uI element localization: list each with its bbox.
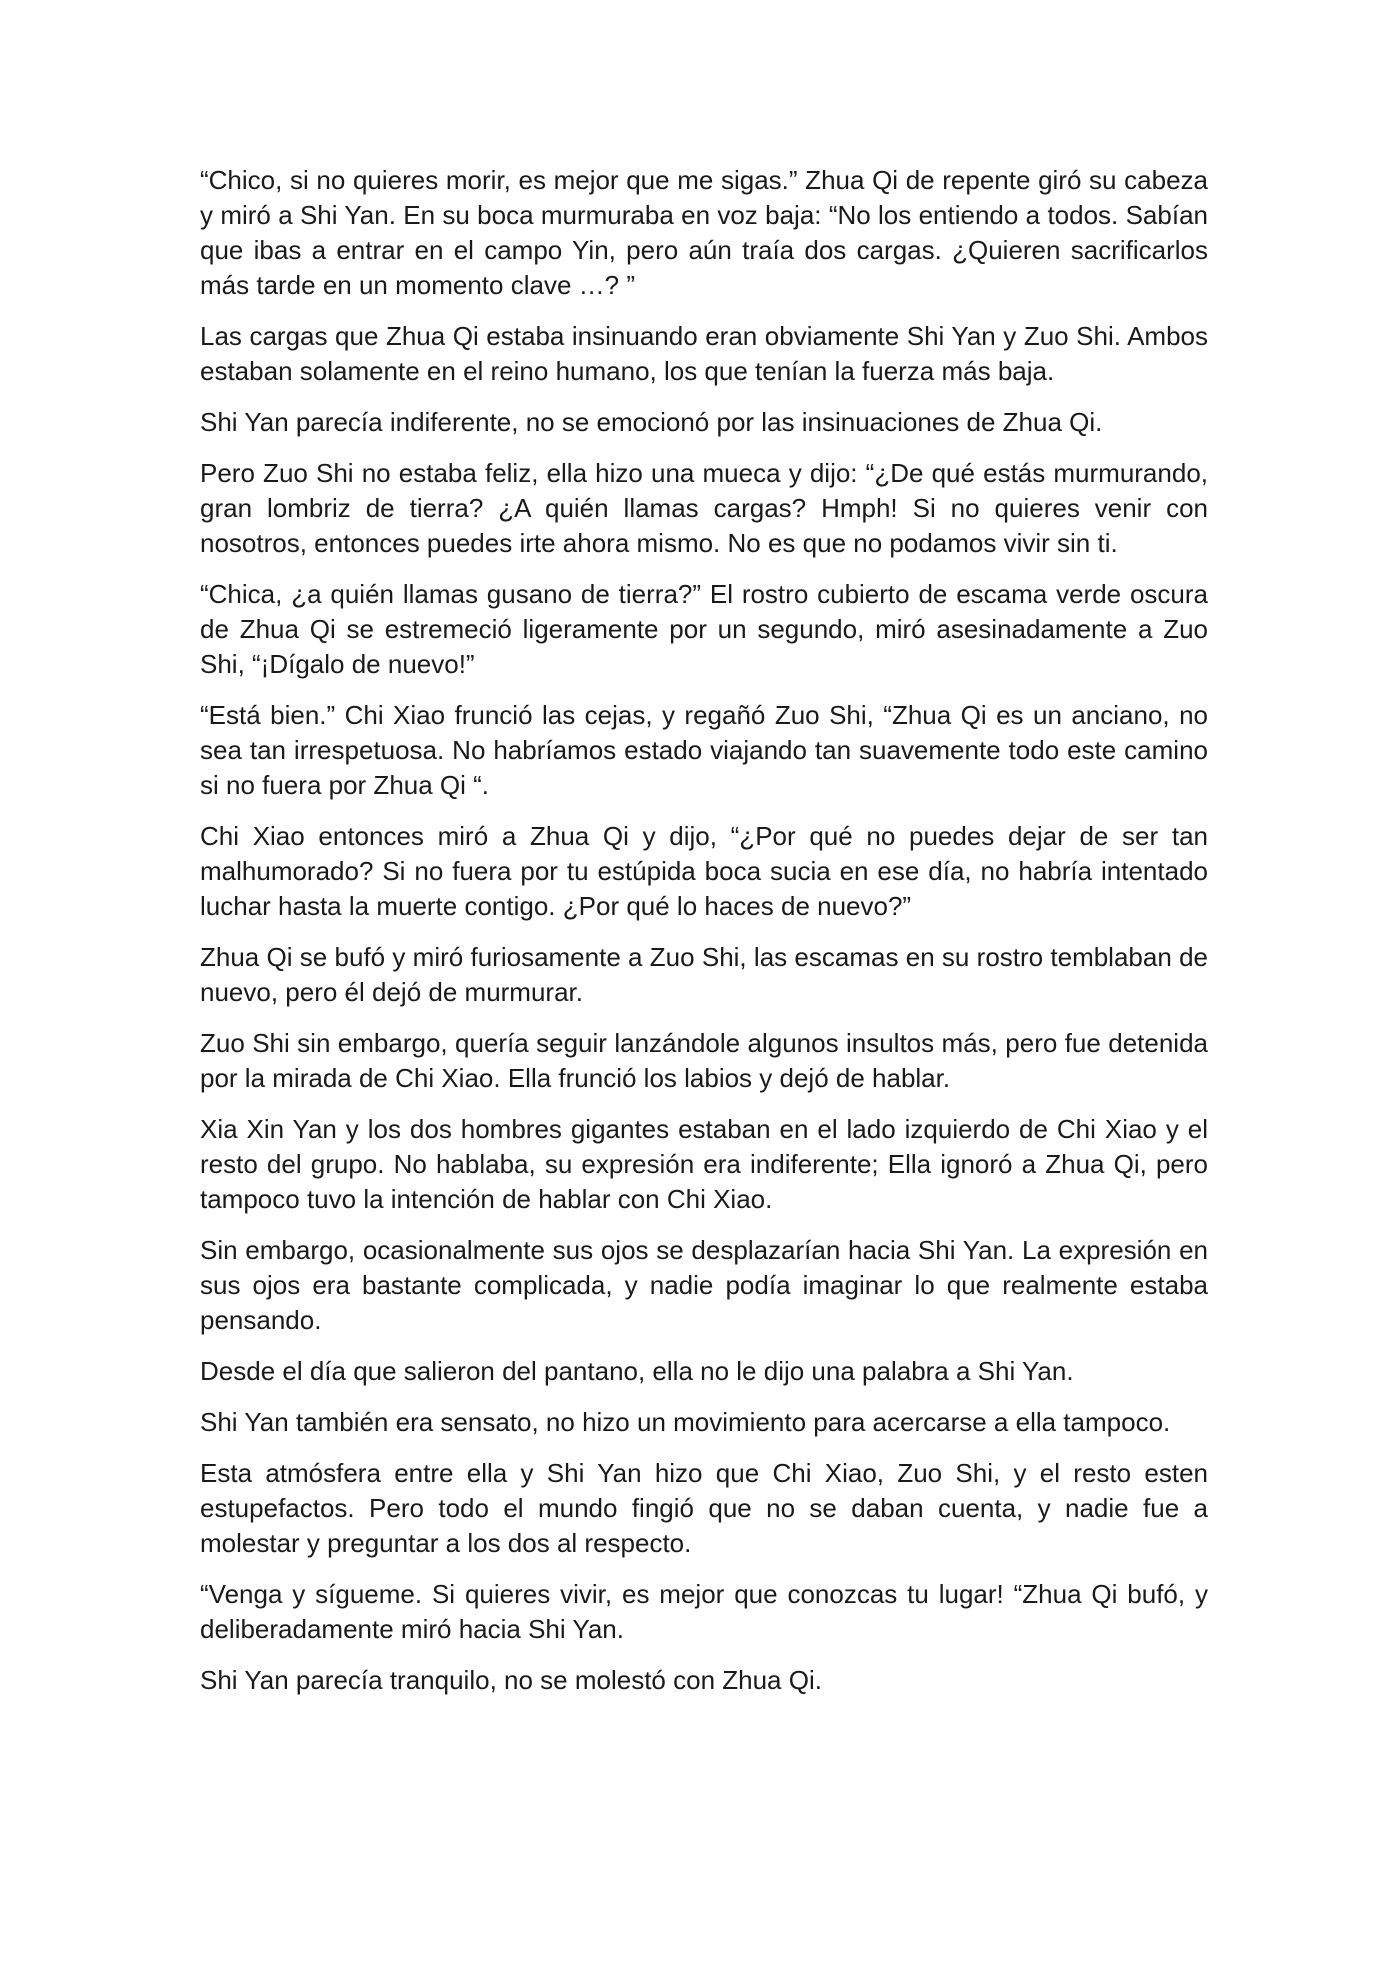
paragraph: Xia Xin Yan y los dos hombres gigantes estaban en el lado izquierdo de Chi Xiao y el resto del grupo. No hablaba, su expresión era indiferente; Ella ignoró a Zhua Qi, pero tampoco tuvo la intención de hablar con Chi Xiao.: [200, 1114, 1208, 1214]
paragraph: “Chica, ¿a quién llamas gusano de tierra?” El rostro cubierto de escama verde oscura de Zhua Qi se estremeció ligeramente por un segundo, miró asesinadamente a Zuo Shi, “¡Dígalo de nuevo!”: [200, 579, 1208, 679]
paragraph: Shi Yan parecía tranquilo, no se molestó con Zhua Qi.: [200, 1665, 822, 1695]
paragraph: Chi Xiao entonces miró a Zhua Qi y dijo, “¿Por qué no puedes dejar de ser tan malhumorado? Si no fuera por tu estúpida boca sucia en ese día, no habría intentado luchar hasta la muerte contigo. ¿Por qué lo haces de nuevo?”: [200, 821, 1208, 921]
paragraph: Desde el día que salieron del pantano, ella no le dijo una palabra a Shi Yan.: [200, 1356, 1074, 1386]
paragraph: Zuo Shi sin embargo, quería seguir lanzándole algunos insultos más, pero fue detenida por la mirada de Chi Xiao. Ella frunció los labios y dejó de hablar.: [200, 1028, 1208, 1093]
paragraph: Zhua Qi se bufó y miró furiosamente a Zuo Shi, las escamas en su rostro temblaban de nuevo, pero él dejó de murmurar.: [200, 942, 1208, 1007]
paragraph: Sin embargo, ocasionalmente sus ojos se desplazarían hacia Shi Yan. La expresión en sus ojos era bastante complicada, y nadie podía imaginar lo que realmente estaba pensando.: [200, 1235, 1208, 1335]
paragraph: Las cargas que Zhua Qi estaba insinuando eran obviamente Shi Yan y Zuo Shi. Ambos estaban solamente en el reino humano, los que tenían la fuerza más baja.: [200, 321, 1208, 386]
paragraph: “Está bien.” Chi Xiao frunció las cejas, y regañó Zuo Shi, “Zhua Qi es un anciano, no sea tan irrespetuosa. No habríamos estado viajando tan suavemente todo este camino si no fuera por Zhua Qi “.: [200, 700, 1208, 800]
paragraph: “Venga y sígueme. Si quieres vivir, es mejor que conozcas tu lugar! “Zhua Qi bufó, y deliberadamente miró hacia Shi Yan.: [200, 1579, 1208, 1644]
paragraph: Shi Yan también era sensato, no hizo un movimiento para acercarse a ella tampoco.: [200, 1407, 1171, 1437]
paragraph: Esta atmósfera entre ella y Shi Yan hizo que Chi Xiao, Zuo Shi, y el resto esten estupefactos. Pero todo el mundo fingió que no se daban cuenta, y nadie fue a molestar y preguntar a los dos al respecto.: [200, 1458, 1208, 1558]
paragraph: “Chico, si no quieres morir, es mejor que me sigas.” Zhua Qi de repente giró su cabeza y miró a Shi Yan. En su boca murmuraba en voz baja: “No los entiendo a todos. Sabían que ibas a entrar en el campo Yin, pero aún traía dos cargas. ¿Quieren sacrificarlos más tarde en un momento clave …? ”: [200, 165, 1208, 300]
paragraph: Pero Zuo Shi no estaba feliz, ella hizo una mueca y dijo: “¿De qué estás murmurando, gran lombriz de tierra? ¿A quién llamas cargas? Hmph! Si no quieres venir con nosotros, entonces puedes irte ahora mismo. No es que no podamos vivir sin ti.: [200, 458, 1208, 558]
paragraph: Shi Yan parecía indiferente, no se emocionó por las insinuaciones de Zhua Qi.: [200, 407, 1103, 437]
document-body: [200, 163, 1208, 1714]
